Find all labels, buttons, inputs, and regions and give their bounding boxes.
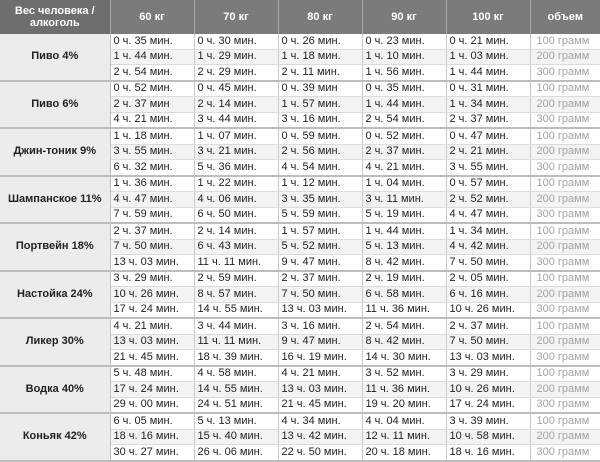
time-cell: 17 ч. 24 мин. — [446, 397, 530, 413]
time-cell: 10 ч. 26 мин. — [446, 382, 530, 398]
time-cell: 8 ч. 57 мин. — [194, 287, 278, 303]
time-cell: 5 ч. 13 мин. — [194, 413, 278, 429]
volume-cell: 100 грамм — [530, 318, 600, 334]
time-cell: 3 ч. 29 мин. — [110, 271, 194, 287]
time-cell: 2 ч. 05 мин. — [446, 271, 530, 287]
time-cell: 6 ч. 32 мин. — [110, 160, 194, 176]
time-cell: 11 ч. 36 мин. — [362, 382, 446, 398]
time-cell: 0 ч. 26 мин. — [278, 34, 362, 49]
time-cell: 0 ч. 35 мин. — [362, 81, 446, 97]
time-cell: 1 ч. 57 мин. — [278, 97, 362, 113]
time-cell: 2 ч. 37 мин. — [110, 223, 194, 239]
time-cell: 10 ч. 58 мин. — [446, 429, 530, 445]
time-cell: 4 ч. 06 мин. — [194, 192, 278, 208]
time-cell: 4 ч. 34 мин. — [278, 413, 362, 429]
time-cell: 2 ч. 54 мин. — [110, 65, 194, 81]
time-cell: 13 ч. 03 мин. — [278, 302, 362, 318]
table-row — [0, 34, 600, 49]
time-cell: 10 ч. 26 мин. — [446, 302, 530, 318]
time-cell: 2 ч. 11 мин. — [278, 65, 362, 81]
time-cell: 1 ч. 29 мин. — [194, 49, 278, 65]
volume-cell: 200 грамм — [530, 382, 600, 398]
volume-cell: 300 грамм — [530, 350, 600, 366]
time-cell: 19 ч. 20 мин. — [362, 397, 446, 413]
volume-cell: 100 грамм — [530, 34, 600, 49]
time-cell: 7 ч. 50 мин. — [446, 255, 530, 271]
time-cell: 1 ч. 03 мин. — [446, 49, 530, 65]
volume-cell: 200 грамм — [530, 334, 600, 350]
volume-cell: 300 грамм — [530, 160, 600, 176]
time-cell: 17 ч. 24 мин. — [110, 382, 194, 398]
drink-label: Шампанское 11% — [0, 176, 110, 224]
time-cell: 3 ч. 11 мин. — [362, 192, 446, 208]
time-cell: 4 ч. 54 мин. — [278, 160, 362, 176]
time-cell: 0 ч. 57 мин. — [446, 176, 530, 192]
time-cell: 7 ч. 50 мин. — [110, 239, 194, 255]
time-cell: 11 ч. 11 мин. — [194, 334, 278, 350]
header-weight-100: 100 кг — [446, 0, 530, 34]
volume-cell: 200 грамм — [530, 144, 600, 160]
time-cell: 1 ч. 44 мин. — [446, 65, 530, 81]
time-cell: 26 ч. 06 мин. — [194, 445, 278, 461]
time-cell: 1 ч. 56 мин. — [362, 65, 446, 81]
time-cell: 29 ч. 00 мин. — [110, 397, 194, 413]
time-cell: 2 ч. 37 мин. — [278, 271, 362, 287]
time-cell: 20 ч. 18 мин. — [362, 445, 446, 461]
time-cell: 3 ч. 21 мин. — [194, 144, 278, 160]
drink-label: Коньяк 42% — [0, 413, 110, 461]
table-header — [0, 0, 600, 34]
header-weight-70: 70 кг — [194, 0, 278, 34]
header-weight-90: 90 кг — [362, 0, 446, 34]
time-cell: 2 ч. 54 мин. — [362, 112, 446, 128]
time-cell: 7 ч. 50 мин. — [278, 287, 362, 303]
volume-cell: 300 грамм — [530, 302, 600, 318]
table-row — [0, 176, 600, 192]
time-cell: 2 ч. 14 мин. — [194, 223, 278, 239]
time-cell: 21 ч. 45 мин. — [278, 397, 362, 413]
time-cell: 0 ч. 30 мин. — [194, 34, 278, 49]
time-cell: 5 ч. 48 мин. — [110, 366, 194, 382]
time-cell: 3 ч. 16 мин. — [278, 112, 362, 128]
time-cell: 5 ч. 52 мин. — [278, 239, 362, 255]
volume-cell: 300 грамм — [530, 445, 600, 461]
table-row — [0, 318, 600, 334]
time-cell: 5 ч. 59 мин. — [278, 207, 362, 223]
time-cell: 21 ч. 45 мин. — [110, 350, 194, 366]
time-cell: 3 ч. 39 мин. — [446, 413, 530, 429]
table-row — [0, 271, 600, 287]
time-cell: 2 ч. 56 мин. — [278, 144, 362, 160]
time-cell: 1 ч. 36 мин. — [110, 176, 194, 192]
drink-label: Портвейн 18% — [0, 223, 110, 271]
volume-cell: 100 грамм — [530, 271, 600, 287]
time-cell: 6 ч. 05 мин. — [110, 413, 194, 429]
time-cell: 2 ч. 19 мин. — [362, 271, 446, 287]
table-body — [0, 34, 600, 461]
header-weight-60: 60 кг — [110, 0, 194, 34]
volume-cell: 100 грамм — [530, 128, 600, 144]
time-cell: 14 ч. 55 мин. — [194, 382, 278, 398]
time-cell: 2 ч. 59 мин. — [194, 271, 278, 287]
time-cell: 2 ч. 37 мин. — [446, 318, 530, 334]
time-cell: 0 ч. 47 мин. — [446, 128, 530, 144]
table-row — [0, 128, 600, 144]
time-cell: 6 ч. 58 мин. — [362, 287, 446, 303]
time-cell: 4 ч. 21 мин. — [278, 366, 362, 382]
volume-cell: 200 грамм — [530, 49, 600, 65]
time-cell: 2 ч. 37 мин. — [362, 144, 446, 160]
time-cell: 9 ч. 47 мин. — [278, 255, 362, 271]
time-cell: 1 ч. 22 мин. — [194, 176, 278, 192]
volume-cell: 200 грамм — [530, 192, 600, 208]
time-cell: 3 ч. 55 мин. — [446, 160, 530, 176]
time-cell: 8 ч. 42 мин. — [362, 255, 446, 271]
time-cell: 14 ч. 55 мин. — [194, 302, 278, 318]
time-cell: 11 ч. 36 мин. — [362, 302, 446, 318]
time-cell: 0 ч. 39 мин — [278, 81, 362, 97]
table-row — [0, 366, 600, 382]
time-cell: 0 ч. 52 мин. — [362, 128, 446, 144]
time-cell: 3 ч. 52 мин. — [362, 366, 446, 382]
time-cell: 1 ч. 10 мин. — [362, 49, 446, 65]
time-cell: 4 ч. 58 мин. — [194, 366, 278, 382]
time-cell: 13 ч. 03 мин. — [278, 382, 362, 398]
volume-cell: 200 грамм — [530, 239, 600, 255]
volume-cell: 200 грамм — [530, 429, 600, 445]
time-cell: 1 ч. 34 мин. — [446, 223, 530, 239]
time-cell: 10 ч. 26 мин. — [110, 287, 194, 303]
time-cell: 0 ч. 52 мин. — [110, 81, 194, 97]
time-cell: 6 ч. 16 мин. — [446, 287, 530, 303]
time-cell: 11 ч. 11 мин. — [194, 255, 278, 271]
volume-cell: 300 грамм — [530, 112, 600, 128]
time-cell: 7 ч. 50 мин. — [446, 334, 530, 350]
time-cell: 2 ч. 52 мин. — [446, 192, 530, 208]
time-cell: 0 ч. 23 мин. — [362, 34, 446, 49]
volume-cell: 100 грамм — [530, 81, 600, 97]
volume-cell: 300 грамм — [530, 397, 600, 413]
table-row — [0, 81, 600, 97]
time-cell: 0 ч. 45 мин. — [194, 81, 278, 97]
time-cell: 17 ч. 24 мин. — [110, 302, 194, 318]
drink-label: Водка 40% — [0, 366, 110, 414]
time-cell: 2 ч. 21 мин. — [446, 144, 530, 160]
time-cell: 2 ч. 37 мин. — [446, 112, 530, 128]
time-cell: 22 ч. 50 мин. — [278, 445, 362, 461]
drink-label: Настойка 24% — [0, 271, 110, 319]
volume-cell: 300 грамм — [530, 255, 600, 271]
volume-cell: 100 грамм — [530, 223, 600, 239]
time-cell: 15 ч. 40 мин. — [194, 429, 278, 445]
time-cell: 8 ч. 42 мин. — [362, 334, 446, 350]
time-cell: 0 ч. 21 мин. — [446, 34, 530, 49]
time-cell: 6 ч. 50 мин. — [194, 207, 278, 223]
time-cell: 1 ч. 04 мин. — [362, 176, 446, 192]
time-cell: 0 ч. 31 мин. — [446, 81, 530, 97]
time-cell: 4 ч. 21 мин. — [110, 318, 194, 334]
time-cell: 0 ч. 35 мин. — [110, 34, 194, 49]
time-cell: 6 ч. 43 мин. — [194, 239, 278, 255]
time-cell: 13 ч. 03 мин. — [110, 334, 194, 350]
time-cell: 30 ч. 27 мин. — [110, 445, 194, 461]
time-cell: 18 ч. 16 мин. — [110, 429, 194, 445]
time-cell: 7 ч. 59 мин. — [110, 207, 194, 223]
time-cell: 1 ч. 44 мин. — [110, 49, 194, 65]
header-volume: объем — [530, 0, 600, 34]
volume-cell: 200 грамм — [530, 287, 600, 303]
volume-cell: 100 грамм — [530, 413, 600, 429]
table-row — [0, 223, 600, 239]
time-cell: 1 ч. 07 мин. — [194, 128, 278, 144]
time-cell: 1 ч. 34 мин. — [446, 97, 530, 113]
time-cell: 0 ч. 59 мин. — [278, 128, 362, 144]
time-cell: 3 ч. 35 мин. — [278, 192, 362, 208]
time-cell: 4 ч. 04 мин. — [362, 413, 446, 429]
time-cell: 3 ч. 55 мин. — [110, 144, 194, 160]
volume-cell: 300 грамм — [530, 65, 600, 81]
time-cell: 4 ч. 21 мин. — [362, 160, 446, 176]
time-cell: 9 ч. 47 мин. — [278, 334, 362, 350]
time-cell: 5 ч. 13 мин. — [362, 239, 446, 255]
volume-cell: 100 грамм — [530, 366, 600, 382]
time-cell: 16 ч. 19 мин. — [278, 350, 362, 366]
time-cell: 2 ч. 54 мин. — [362, 318, 446, 334]
time-cell: 1 ч. 57 мин. — [278, 223, 362, 239]
table-row — [0, 413, 600, 429]
time-cell: 2 ч. 29 мин. — [194, 65, 278, 81]
time-cell: 2 ч. 37 мин — [110, 97, 194, 113]
time-cell: 5 ч. 36 мин. — [194, 160, 278, 176]
time-cell: 12 ч. 11 мин. — [362, 429, 446, 445]
volume-cell: 200 грамм — [530, 97, 600, 113]
volume-cell: 100 грамм — [530, 176, 600, 192]
time-cell: 4 ч. 47 мин. — [446, 207, 530, 223]
time-cell: 4 ч. 47 мин. — [110, 192, 194, 208]
drink-label: Ликер 30% — [0, 318, 110, 366]
header-weight-alcohol: Вес человека / алкоголь — [0, 0, 110, 34]
time-cell: 13 ч. 03 мин. — [110, 255, 194, 271]
time-cell: 3 ч. 44 мин. — [194, 112, 278, 128]
time-cell: 24 ч. 51 мин. — [194, 397, 278, 413]
time-cell: 1 ч. 44 мин. — [362, 97, 446, 113]
header-weight-80: 80 кг — [278, 0, 362, 34]
drink-label: Пиво 4% — [0, 34, 110, 81]
drink-label: Пиво 6% — [0, 81, 110, 129]
time-cell: 2 ч. 14 мин. — [194, 97, 278, 113]
time-cell: 13 ч. 03 мин. — [446, 350, 530, 366]
time-cell: 14 ч. 30 мин. — [362, 350, 446, 366]
time-cell: 3 ч. 16 мин. — [278, 318, 362, 334]
time-cell: 13 ч. 42 мин. — [278, 429, 362, 445]
time-cell: 3 ч. 44 мин. — [194, 318, 278, 334]
time-cell: 1 ч. 18 мин. — [278, 49, 362, 65]
time-cell: 18 ч. 39 мин. — [194, 350, 278, 366]
time-cell: 4 ч. 21 мин. — [110, 112, 194, 128]
time-cell: 5 ч. 19 мин. — [362, 207, 446, 223]
volume-cell: 300 грамм — [530, 207, 600, 223]
time-cell: 1 ч. 44 мин. — [362, 223, 446, 239]
time-cell: 3 ч. 29 мин. — [446, 366, 530, 382]
time-cell: 4 ч. 42 мин. — [446, 239, 530, 255]
time-cell: 18 ч. 16 мин. — [446, 445, 530, 461]
time-cell: 1 ч. 12 мин. — [278, 176, 362, 192]
time-cell: 1 ч. 18 мин. — [110, 128, 194, 144]
drink-label: Джин-тоник 9% — [0, 128, 110, 176]
